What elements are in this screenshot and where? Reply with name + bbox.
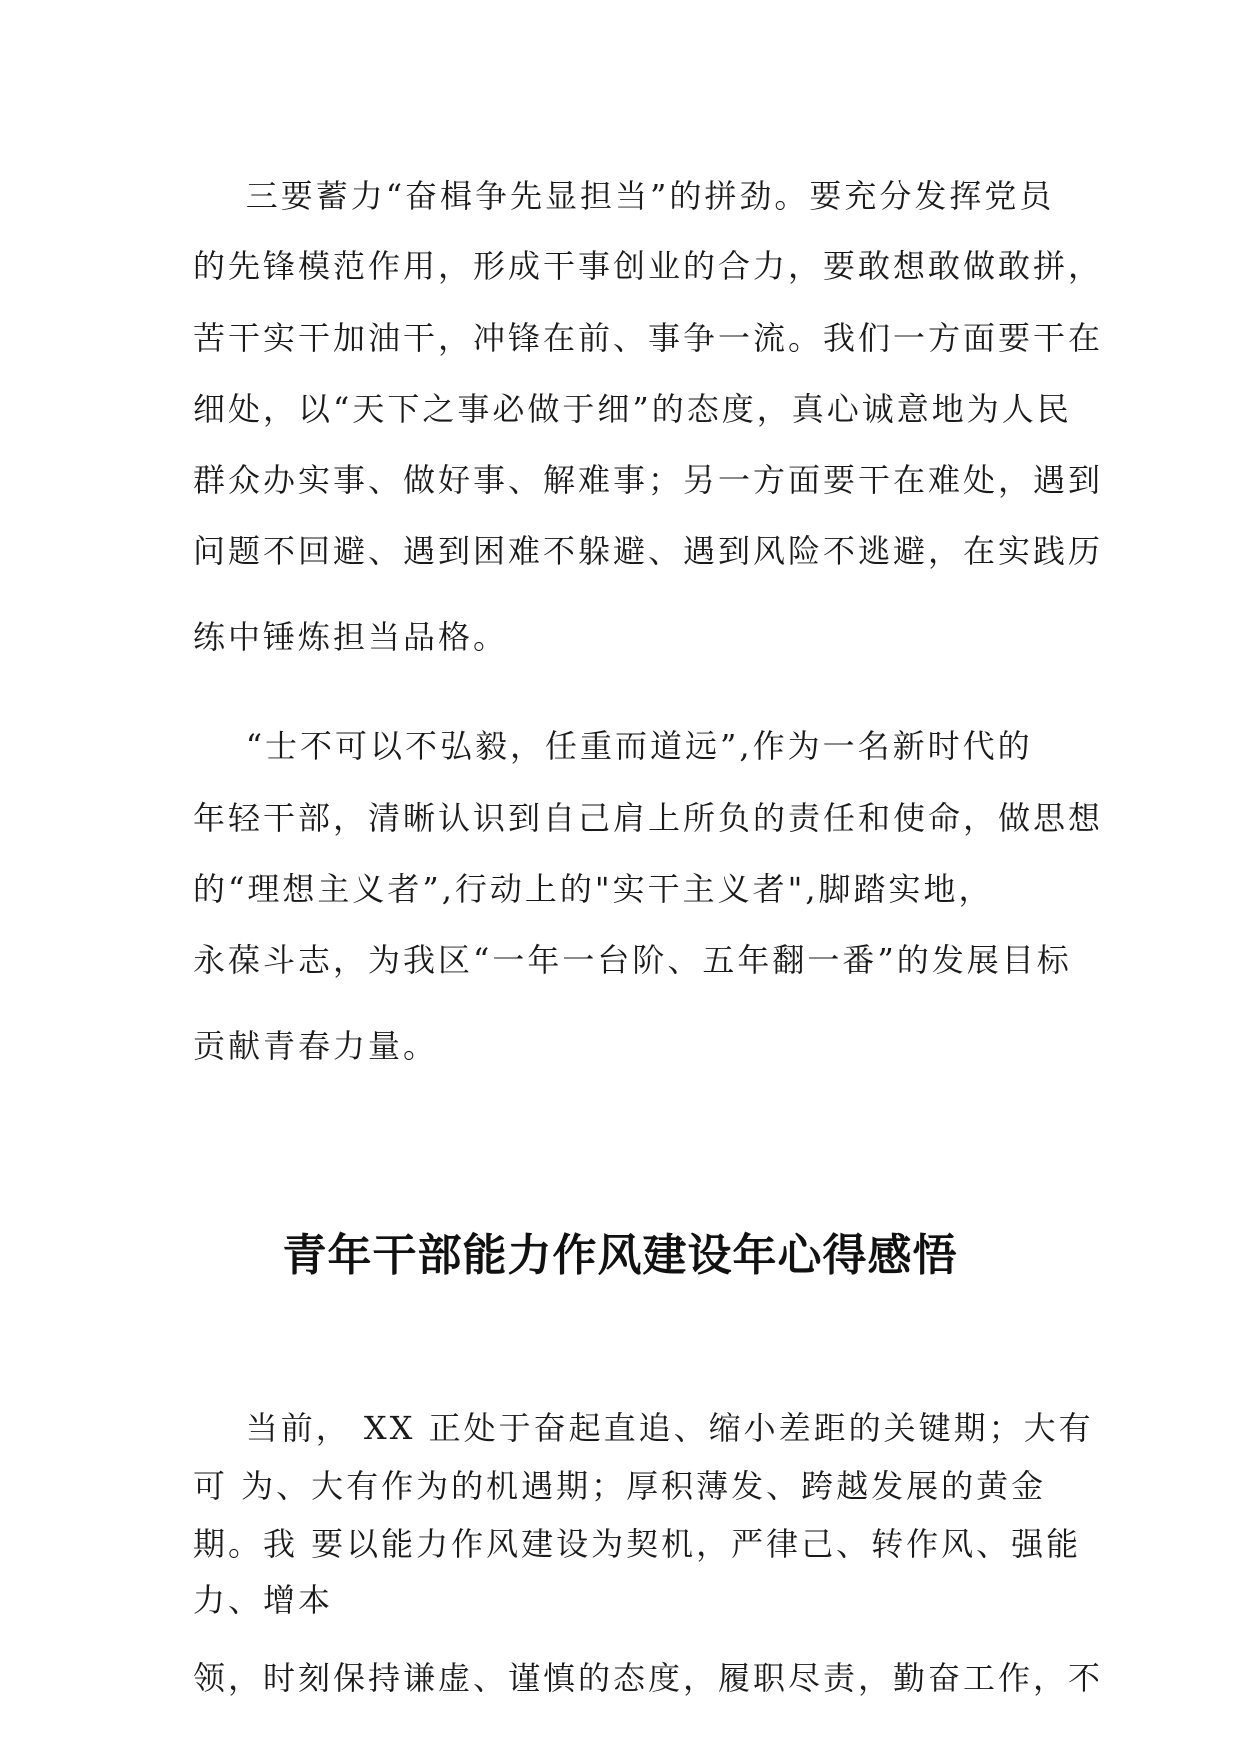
paragraph-line: 当前， XX 正处于奋起直追、缩小差距的关键期；大有 (193, 1409, 1094, 1447)
paragraph-line: 的“理想主义者”,行动上的"实干主义者",脚踏实地， (193, 870, 994, 908)
paragraph-line: 练中锤炼担当品格。 (193, 618, 509, 656)
paragraph-line: 力、增本 (193, 1581, 334, 1619)
paragraph-line: 领，时刻保持谦虚、谨慎的态度，履职尽责，勤奋工作，不 (193, 1659, 1104, 1697)
paragraph-line: 的先锋模范作用，形成干事创业的合力，要敢想敢做敢拼， (193, 247, 1104, 285)
paragraph-line: 细处，以“天下之事必做于细”的态度，真心诚意地为人民 (193, 390, 1072, 428)
paragraph-line: 群众办实事、做好事、解难事；另一方面要干在难处，遇到 (193, 461, 1104, 499)
paragraph-line: 苦干实干加油干，冲锋在前、事争一流。我们一方面要干在 (193, 319, 1104, 357)
paragraph-line: 贡献青春力量。 (193, 1027, 439, 1065)
paragraph-line: 永葆斗志，为我区“一年一台阶、五年翻一番”的发展目标 (193, 941, 1072, 979)
paragraph-line: 问题不回避、遇到困难不躲避、遇到风险不逃避，在实践历 (193, 532, 1104, 570)
paragraph-line: 三要蓄力“奋楫争先显担当”的拼劲。要充分发挥党员 (193, 177, 1055, 215)
section-title: 青年干部能力作风建设年心得感悟 (282, 1230, 958, 1281)
paragraph-line: 年轻干部，清晰认识到自己肩上所负的责任和使命，做思想 (193, 799, 1104, 837)
paragraph-line: “士不可以不弘毅，任重而道远”,作为一名新时代的 (193, 727, 1033, 765)
paragraph-line: 可 为、大有作为的机遇期；厚积薄发、跨越发展的黄金 (193, 1467, 1047, 1505)
paragraph-line: 期。我 要以能力作风建设为契机，严律己、转作风、强能 (193, 1525, 1082, 1563)
